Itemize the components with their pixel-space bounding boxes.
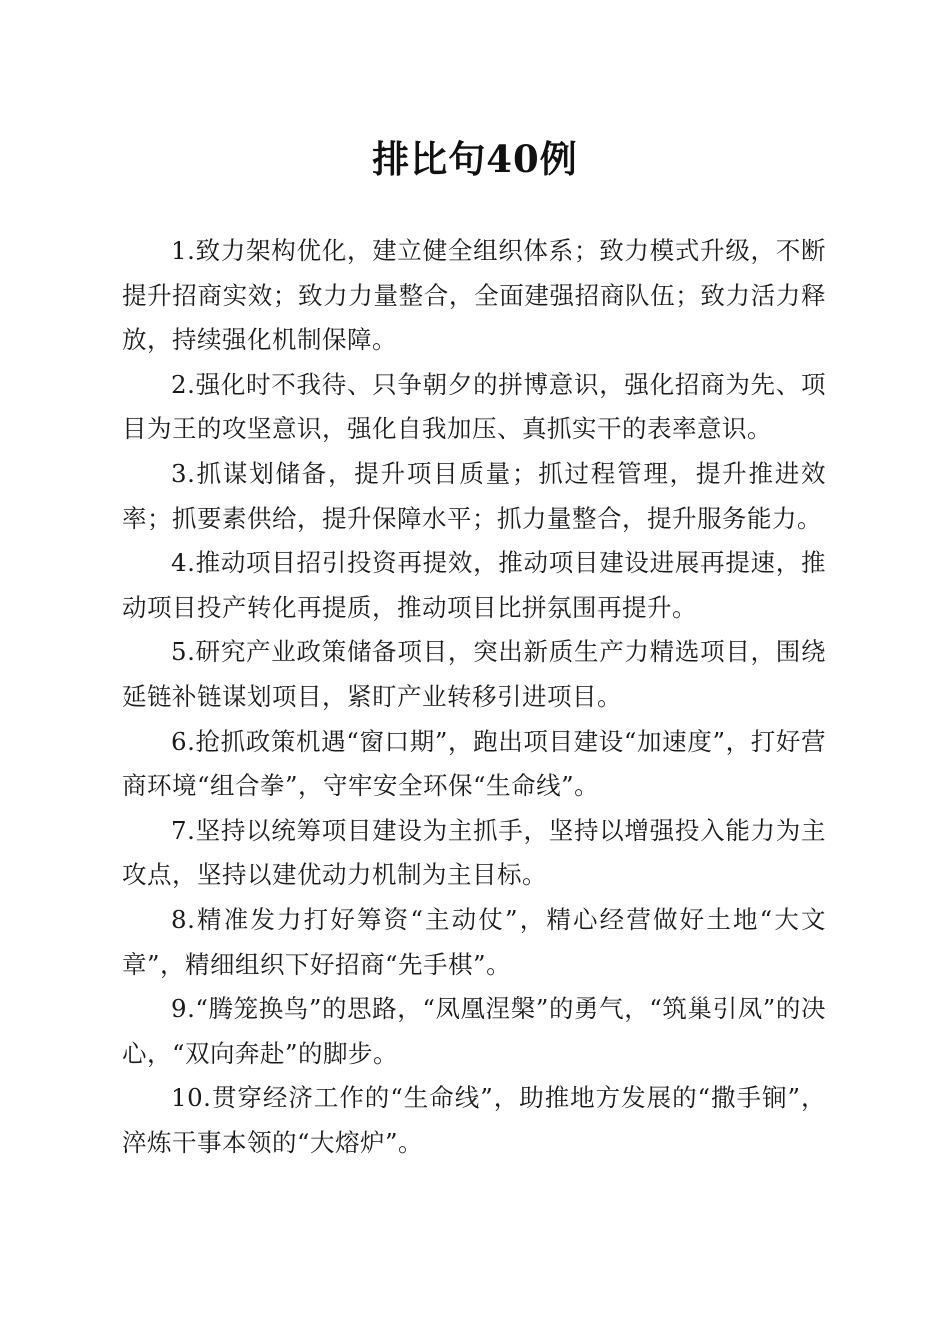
paragraph-10: 10.贯穿经济工作的“生命线”，助推地方发展的“撒手锏”，淬炼干事本领的“大熔炉”。	[122, 1083, 826, 1157]
paragraph-8: 8.精准发力打好筹资“主动仗”，精心经营做好土地“大文章”，精细组织下好招商“先手棋”。	[122, 904, 826, 979]
paragraph-9: 9.“腾笼换鸟”的思路，“凤凰涅槃”的勇气，“筑巢引凤”的决心，“双向奔赴”的脚步。	[122, 994, 826, 1068]
paragraph-7: 7.坚持以统筹项目建设为主抓手，坚持以增强投入能力为主攻点，坚持以建优动力机制为主目标。	[122, 815, 826, 890]
paragraph-1: 1.致力架构优化，建立健全组织体系；致力模式升级，不断提升招商实效；致力力量整合，全面建强招商队伍；致力活力释放，持续强化机制保障。	[122, 236, 826, 355]
paragraph-6: 6.抢抓政策机遇“窗口期”，跑出项目建设“加速度”，打好营商环境“组合拳”，守牢安全环保“生命线”。	[122, 726, 826, 801]
paragraph-3: 3.抓谋划储备，提升项目质量；抓过程管理，提升推进效率；抓要素供给，提升保障水平；抓力量整合，提升服务能力。	[122, 458, 826, 533]
paragraph-2: 2.强化时不我待、只争朝夕的拼博意识，强化招商为先、项目为王的攻坚意识，强化自我加压、真抓实干的表率意识。	[122, 369, 826, 444]
paragraph-5: 5.研究产业政策储备项目，突出新质生产力精选项目，围绕延链补链谋划项目，紧盯产业转移引进项目。	[122, 637, 826, 711]
document-body	[122, 229, 826, 1165]
document-title: 排比句40例	[372, 137, 578, 181]
paragraph-4: 4.推动项目招引投资再提效，推动项目建设进展再提速，推动项目投产转化再提质，推动项目比拼氛围再提升。	[122, 548, 826, 622]
